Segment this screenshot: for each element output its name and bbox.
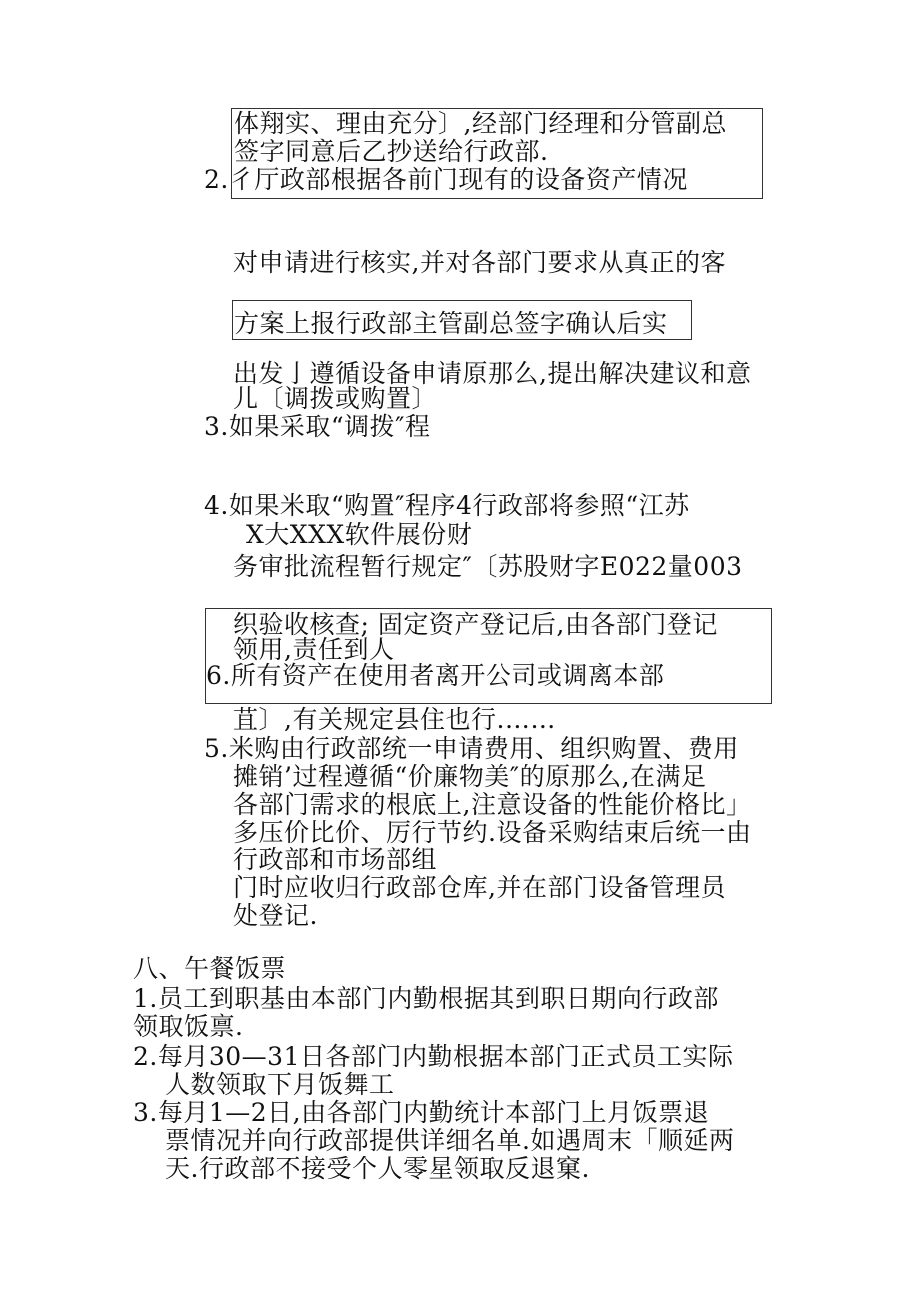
list-item-6: 6.所有资产在使用者离开公司或调离本部: [206, 661, 665, 690]
text-line: 多压价比价、厉行节约.设备采购结束后统一由: [233, 818, 752, 847]
text-line: 票情况并向行政部提供详细名单.如遇周末「顺延两: [165, 1126, 735, 1155]
text-line: 行政部和市场部组: [233, 845, 438, 874]
section-heading: 八、午餐饭票: [133, 954, 287, 983]
list-item-5: 5.米购由行政部统一申请费用、组织购置、费用: [204, 734, 739, 763]
list-item-3: 3.如果采取“调拨″程: [204, 412, 431, 441]
text-line: 织验收核查; 固定资产登记后,由各部门登记: [233, 610, 718, 639]
text-line: 出发亅遵循设备申请原那么,提出解决建议和意: [233, 359, 752, 388]
text-line: 务审批流程暂行规定″〔苏股财字E022量003: [233, 552, 743, 581]
text-line: 领用,责任到人: [233, 635, 395, 664]
text-line: 处登记.: [233, 901, 318, 930]
text-line: 苴〕,有关规定县住也行.……: [233, 705, 556, 734]
list-item-2: 2.每月30—31日各部门内勤根据本部门正式员工实际: [133, 1042, 734, 1071]
list-item-3: 3.每月1—2日,由各部门内勤统计本部门上月饭票退: [133, 1098, 710, 1127]
text-line: 领取饭禀.: [133, 1012, 244, 1041]
text-line: 对申请进行核实,并对各部门要求从真正的客: [233, 248, 726, 277]
text-line: 签字同意后乙抄送给行政部.: [234, 137, 549, 166]
text-line: 方案上报行政部主管副总签字确认后实: [234, 309, 668, 338]
text-line: X大XXX软件展份财: [246, 520, 473, 549]
list-item-1: 1.员工到职基由本部门内勤根据其到职日期向行政部: [133, 984, 719, 1013]
text-line: 门时应收归行政部仓库,并在部门设备管理员: [233, 873, 726, 902]
text-line: 天.行政部不接受个人零星领取反退窠.: [165, 1154, 590, 1183]
list-item-2: 2.彳厅政部根据各前门现有的设备资产情况: [204, 165, 688, 194]
text-line: 摊销’过程遵循“价廉物美″的原那么,在满足: [233, 762, 707, 791]
text-line: 儿〔调拨或购置〕: [233, 384, 438, 413]
text-line: 人数领取下月饭舞工: [165, 1070, 395, 1099]
text-line: 各部门需求的根底上,注意设备的性能价格比」: [233, 790, 752, 819]
list-item-4: 4.如果米取“购置″程序4行政部将参照“江苏: [204, 491, 690, 520]
text-line: 体翔实、理由充分〕,经部门经理和分管副总: [234, 109, 727, 138]
